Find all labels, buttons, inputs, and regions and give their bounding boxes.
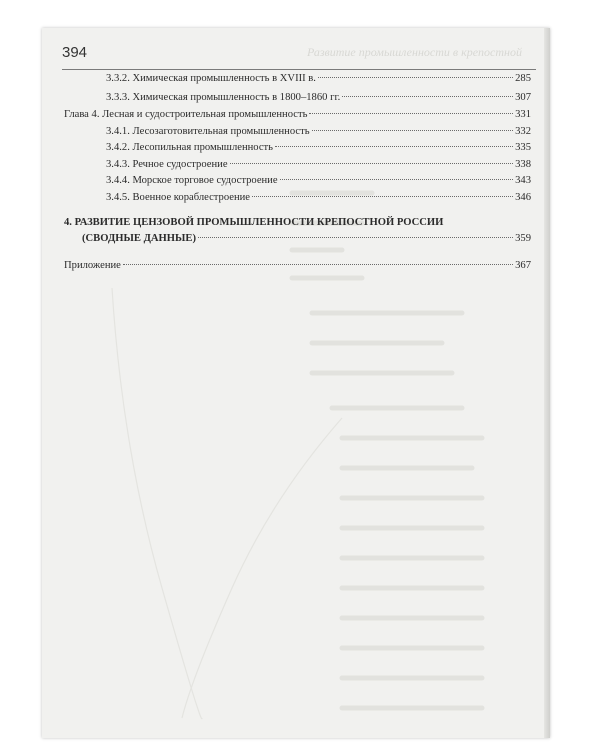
toc-entry-page: 285 (515, 73, 531, 84)
toc-entry-title: 3.3.2. Химическая промышленность в XVIII в. (106, 73, 316, 84)
toc-entry-title: Приложение (64, 260, 121, 271)
toc-entry[interactable] (106, 141, 531, 154)
dot-leader (312, 130, 514, 131)
toc-entry[interactable] (106, 174, 531, 187)
dot-leader (252, 196, 513, 197)
toc-entry-page: 346 (515, 192, 531, 203)
toc-entry[interactable] (106, 91, 531, 104)
toc-entry-title: 3.4.2. Лесопильная промышленность (106, 142, 274, 153)
toc-entry-page: 338 (515, 159, 531, 170)
toc-entry-title: 3.4.1. Лесозаготовительная промышленность (106, 126, 310, 137)
toc-entry-title: Глава 4. Лесная и судостроительная промышленность (64, 109, 308, 120)
dot-leader (342, 96, 513, 97)
dot-leader (275, 146, 513, 147)
dot-leader (123, 264, 513, 265)
toc-section-heading[interactable] (64, 216, 531, 229)
book-page (42, 28, 550, 738)
toc-entry[interactable] (64, 108, 531, 121)
toc-entry-page: 343 (515, 175, 531, 186)
toc-entry-title: 3.4.4. Морское торговое судостроение (106, 175, 278, 186)
toc-entry[interactable] (106, 158, 531, 171)
toc-entry-page: 335 (515, 142, 531, 153)
toc-entry[interactable] (106, 72, 531, 85)
toc-entry-page: 331 (515, 109, 531, 120)
toc-entry-page: 359 (515, 233, 531, 244)
page-number: 394 (62, 44, 88, 61)
toc-entry[interactable] (106, 191, 531, 204)
running-head: Развитие промышленности в крепостной (307, 45, 522, 59)
toc-entry-page: 332 (515, 126, 531, 137)
toc-entry[interactable] (106, 125, 531, 138)
header-rule (62, 69, 536, 70)
dot-leader (318, 77, 513, 78)
toc-entry-page: 367 (515, 260, 531, 271)
dot-leader (309, 113, 513, 114)
dot-leader (230, 163, 514, 164)
toc-entry-title: 3.3.3. Химическая промышленность в 1800–1860 гг. (106, 92, 341, 103)
toc-section-title: 4. РАЗВИТИЕ ЦЕНЗОВОЙ ПРОМЫШЛЕННОСТИ КРЕПОСТНОЙ РОССИИ (64, 217, 444, 228)
toc-entry-title: 3.4.5. Военное кораблестроение (106, 192, 251, 203)
toc-section-title-cont: (СВОДНЫЕ ДАННЫЕ) (82, 233, 197, 244)
dot-leader (280, 179, 514, 180)
toc-entry-title: 3.4.3. Речное судостроение (106, 159, 228, 170)
toc-entry[interactable] (82, 232, 531, 245)
toc-entry[interactable] (64, 259, 531, 272)
page-edge-shadow (544, 28, 550, 738)
toc-entry-page: 307 (515, 92, 531, 103)
dot-leader (198, 237, 513, 238)
